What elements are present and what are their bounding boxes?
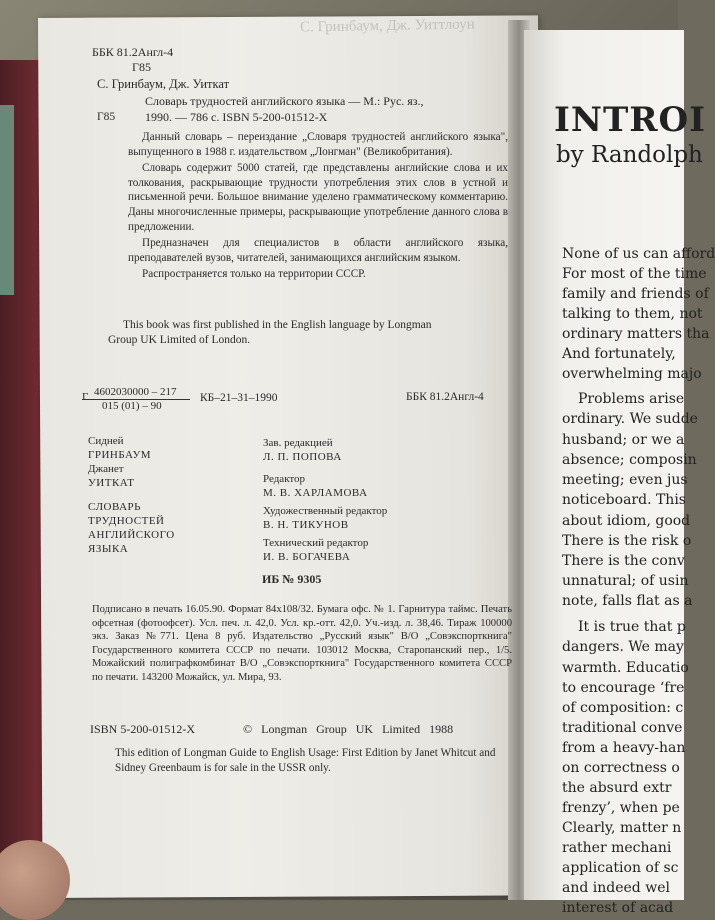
author-first-2: Джанет: [88, 463, 124, 475]
bib-line-1: Словарь трудностей английского языка — М.: Рус. яз.,: [145, 94, 424, 108]
right-page-line: application of sc: [562, 860, 679, 876]
right-page-line: family and friends of: [562, 286, 709, 302]
book-title-block: [88, 500, 175, 556]
thumb: [0, 840, 70, 920]
kb-code: КБ–21–31–1990: [200, 392, 278, 404]
editor-role: Технический редактор: [263, 537, 369, 549]
right-page-line: frenzy’, when pe: [562, 800, 680, 816]
fraction-letter: Г: [82, 391, 89, 403]
right-page-line: the absurd extr: [562, 780, 672, 796]
fraction-bottom: 015 (01) – 90: [102, 400, 162, 412]
right-page-title: INTROI: [554, 100, 707, 140]
show-through-header: С. Гринбаум, Дж. Уиттлоун: [299, 16, 475, 36]
annotation-paragraph: Словарь содержит 5000 статей, где представлены английские слова и их толкования, раскрывающие трудности употребления этих слов в устной и письменной речи. Большое внимание уделено грамматическому комментарию. Даны многочисленные примеры, раскрывающие употребление данного слова в предложении.: [128, 162, 508, 233]
right-page-line: interest of acad: [562, 900, 674, 916]
editors-block: [263, 436, 387, 564]
annotation-paragraph: Предназначен для специалистов в области английского языка, преподавателей вузов, читателей, занимающихся английским языком.: [128, 237, 508, 264]
right-page-line: husband; or we a: [562, 432, 685, 448]
right-page-line: There is the conv: [562, 553, 685, 569]
cover-edge: [0, 105, 14, 295]
editor-name: М. В. ХАРЛАМОВА: [263, 487, 368, 499]
right-page-line: traditional conve: [562, 720, 683, 736]
editor-name: И. В. БОГАЧЕВА: [263, 551, 351, 563]
right-page-line: dangers. We may: [562, 639, 684, 655]
code-g85: Г85: [132, 60, 151, 74]
title-line: ЯЗЫКА: [88, 543, 129, 555]
author-name-block: [88, 434, 151, 490]
bbk-right: ББК 81.2Англ-4: [406, 391, 484, 403]
right-page-line: Clearly, matter n: [562, 820, 682, 836]
right-page-line: note, falls flat as a: [562, 593, 693, 609]
editor-role: Зав. редакцией: [263, 437, 333, 449]
author-first-1: Сидней: [88, 435, 124, 447]
right-page-line: There is the risk o: [562, 533, 692, 549]
right-page-line: Problems arise: [578, 391, 685, 407]
right-page-line: noticeboard. This: [562, 492, 686, 508]
imprint-block: [92, 603, 512, 685]
fraction-top: 4602030000 – 217: [82, 386, 190, 400]
editor-role: Художественный редактор: [263, 505, 388, 517]
title-line: ТРУДНОСТЕЙ: [88, 515, 165, 527]
right-page-line: It is true that p: [578, 619, 686, 635]
right-page-line: warmth. Educatio: [562, 660, 689, 676]
annotation-block: [128, 130, 508, 284]
title-line: АНГЛИЙСКОГО: [88, 529, 175, 541]
catalog-fraction: [82, 386, 190, 413]
imprint-text: Подписано в печать 16.05.90. Формат 84х108/32. Бумага офс. № 1. Гарнитура таймс. Печать офсетная (фотоофсет). Усл. печ. л. 42,0. Усл. кр.-отт. 42,0. Уч.-изд. л. 38,46. Тираж 100000 экз. Заказ №771. Цена 8 руб. Издательство „Русский язык" В/О „Совэкспорткнига" Государственного комитета СССР по печати. 103012 Москва, Старопанский пер., 1/5. Можайский полиграфкомбинат В/О „Совэкспорткнига" Государственного комитета СССР по печати. 143200 Можайск, ул. Мира, 93.: [92, 604, 512, 683]
right-page-line: ordinary. We sudde: [562, 411, 698, 427]
isbn-footer: ISBN 5-200-01512-X: [90, 722, 195, 736]
edition-note: This edition of Longman Guide to English Usage: First Edition by Janet Whitcut and Sidney Greenbaum is for sale in the USSR only.: [115, 747, 496, 774]
right-page-line: about idiom, good: [562, 513, 691, 529]
right-page-line: unnatural; of usin: [562, 573, 689, 589]
author-line: С. Гринбаум, Дж. Уиткат: [97, 77, 230, 91]
right-page-line: rather mechani: [562, 840, 672, 856]
right-page-line: absence; composin: [562, 452, 697, 468]
right-page-line: ordinary matters tha: [562, 326, 710, 342]
margin-code: Г85: [97, 111, 116, 123]
first-published-line-1: This book was first published in the English language by Longman: [123, 319, 432, 331]
right-page-line: talking to them, not: [562, 306, 703, 322]
bib-line-2: 1990. — 786 с. ISBN 5-200-01512-X: [145, 110, 328, 124]
right-page-line: to encourage ‘fre: [562, 680, 685, 696]
right-page-line: None of us can afford: [562, 246, 715, 262]
author-last-2: УИТКАТ: [88, 477, 135, 489]
annotation-paragraph: Распространяется только на территории СССР.: [142, 268, 366, 281]
right-page-line: and indeed wel: [562, 880, 670, 896]
annotation-paragraph: Данный словарь – переиздание „Словаря трудностей английского языка", выпущенного в 1988 г. издательством „Лонгман" (Великобритания).: [128, 131, 508, 158]
copyright: © Longman Group UK Limited 1988: [243, 722, 454, 736]
ib-number: ИБ № 9305: [262, 572, 322, 586]
right-page-line: And fortunately,: [562, 346, 676, 362]
first-published-line-2: Group UK Limited of London.: [108, 334, 251, 346]
author-last-1: ГРИНБАУМ: [88, 449, 152, 461]
editor-role: Редактор: [263, 473, 306, 485]
editor-name: В. Н. ТИКУНОВ: [263, 519, 349, 531]
right-page-line: overwhelming majo: [562, 366, 702, 382]
title-line: СЛОВАРЬ: [88, 501, 141, 513]
editor-name: Л. П. ПОПОВА: [263, 451, 342, 463]
right-page-line: of composition: c: [562, 700, 684, 716]
bbk-header: ББК 81.2Англ-4: [92, 45, 174, 59]
right-page-byline: by Randolph: [556, 142, 703, 168]
right-page-line: meeting; even jus: [562, 472, 688, 488]
edition-note-block: [115, 746, 520, 776]
right-page-line: For most of the time: [562, 266, 707, 282]
right-page-line: on correctness o: [562, 760, 680, 776]
right-page-line: from a heavy-han: [562, 740, 686, 756]
